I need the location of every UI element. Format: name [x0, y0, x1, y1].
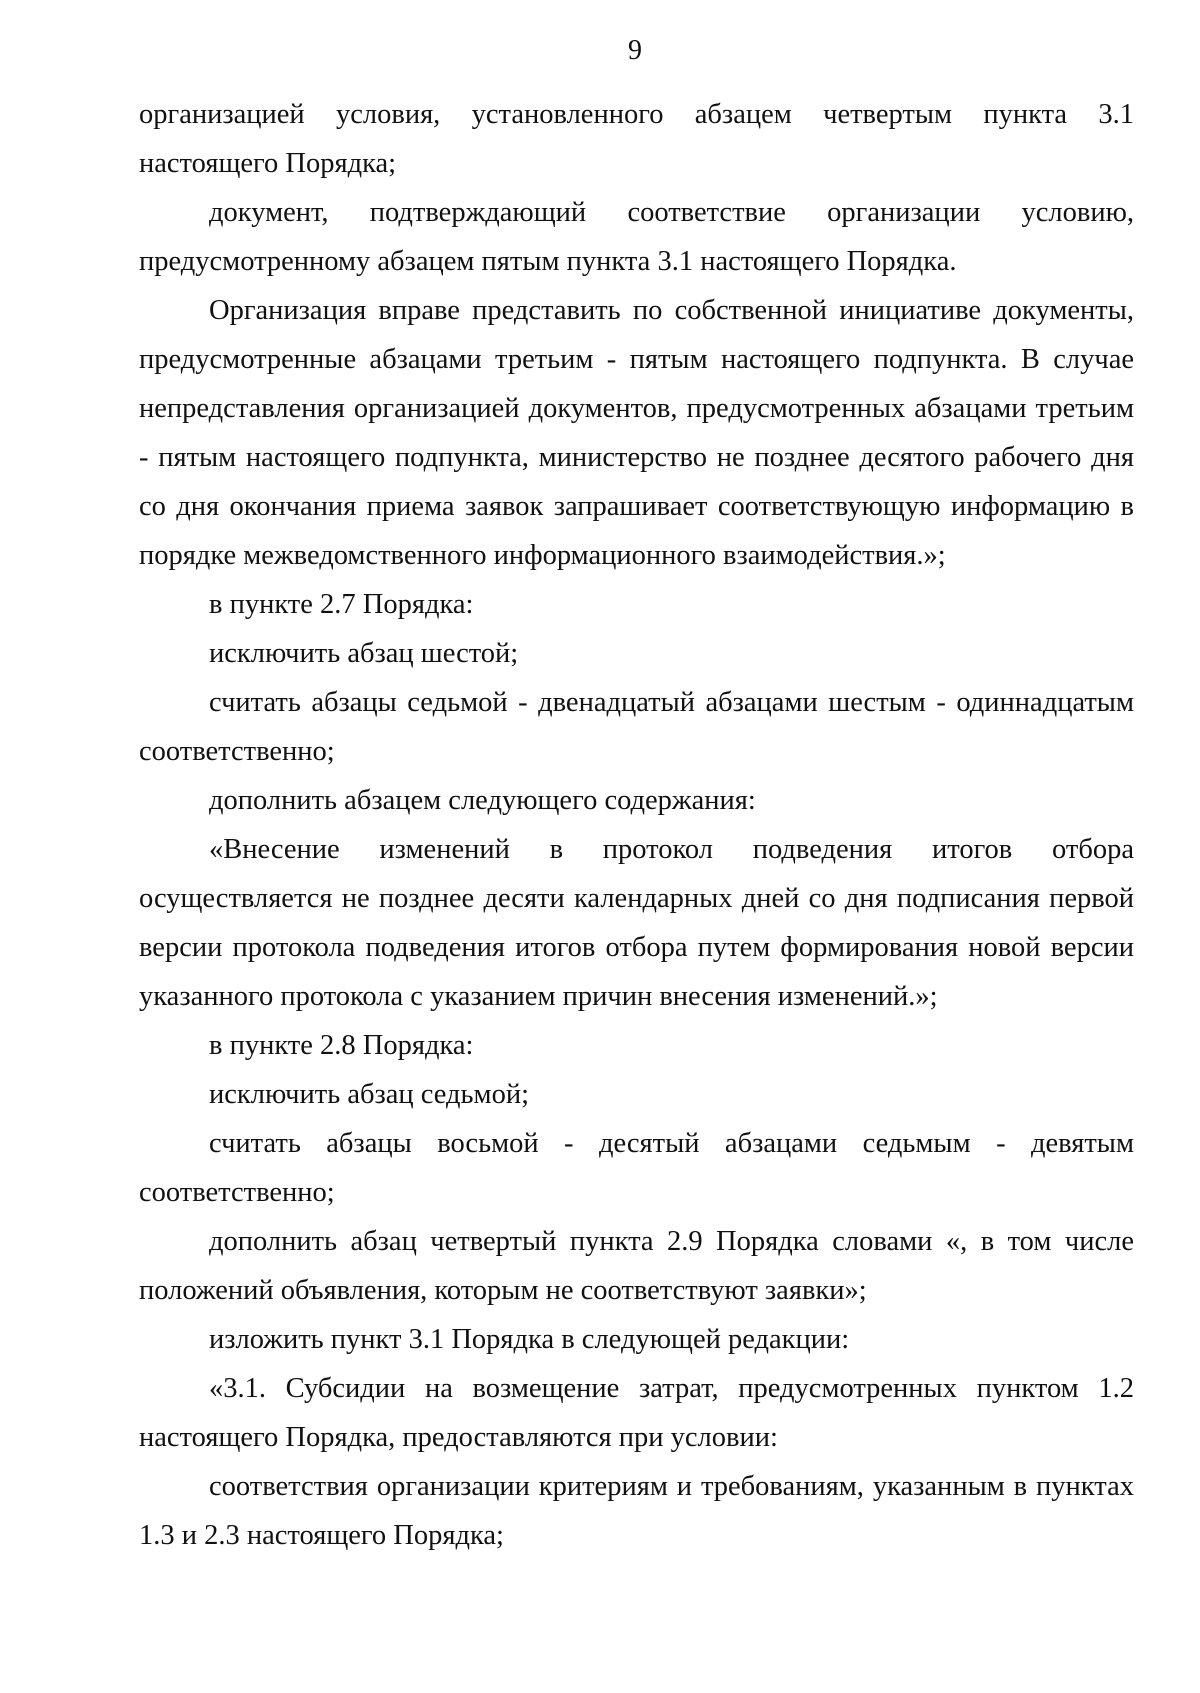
- paragraph: считать абзацы седьмой - двенадцатый абзацами шестым - одиннадцатым соответственно;: [139, 687, 1134, 767]
- paragraph: организацией условия, установленного абзацем четвертым пункта 3.1 настоящего Порядка;: [139, 99, 1134, 179]
- paragraph: «Внесение изменений в протокол подведения итогов отбора осуществляется не позднее десяти календарных дней со дня подписания первой версии протокола подведения итогов отбора путем формирования новой версии указанного протокола с указанием причин внесения изменений.»;: [139, 834, 1134, 1012]
- paragraph: документ, подтверждающий соответствие организации условию, предусмотренному абзацем пятым пункта 3.1 настоящего Порядка.: [139, 197, 1134, 277]
- paragraph: исключить абзац седьмой;: [209, 1079, 529, 1110]
- paragraph: исключить абзац шестой;: [209, 638, 519, 669]
- paragraph: соответствия организации критериям и требованиям, указанным в пунктах 1.3 и 2.3 настоящего Порядка;: [139, 1471, 1134, 1551]
- paragraph: в пункте 2.8 Порядка:: [209, 1030, 474, 1061]
- page-number: 9: [628, 35, 642, 66]
- paragraph: Организация вправе представить по собственной инициативе документы, предусмотренные абзацами третьим - пятым настоящего подпункта. В случае непредставления организацией документов, предусмотренных абзацами третьим - пятым настоящего подпункта, министерство не позднее десятого рабочего дня со дня окончания приема заявок запрашивает соответствующую информацию в порядке межведомственного информационного взаимодействия.»;: [139, 295, 1134, 571]
- paragraph: «3.1. Субсидии на возмещение затрат, предусмотренных пунктом 1.2 настоящего Порядка, предоставляются при условии:: [139, 1373, 1134, 1453]
- paragraph: считать абзацы восьмой - десятый абзацами седьмым - девятым соответственно;: [139, 1128, 1134, 1208]
- document-body: [139, 90, 1134, 1560]
- paragraph: изложить пункт 3.1 Порядка в следующей редакции:: [209, 1324, 850, 1355]
- paragraph: в пункте 2.7 Порядка:: [209, 589, 474, 620]
- paragraph: дополнить абзац четвертый пункта 2.9 Порядка словами «, в том числе положений объявления, которым не соответствуют заявки»;: [139, 1226, 1134, 1306]
- paragraph: дополнить абзацем следующего содержания:: [209, 785, 756, 816]
